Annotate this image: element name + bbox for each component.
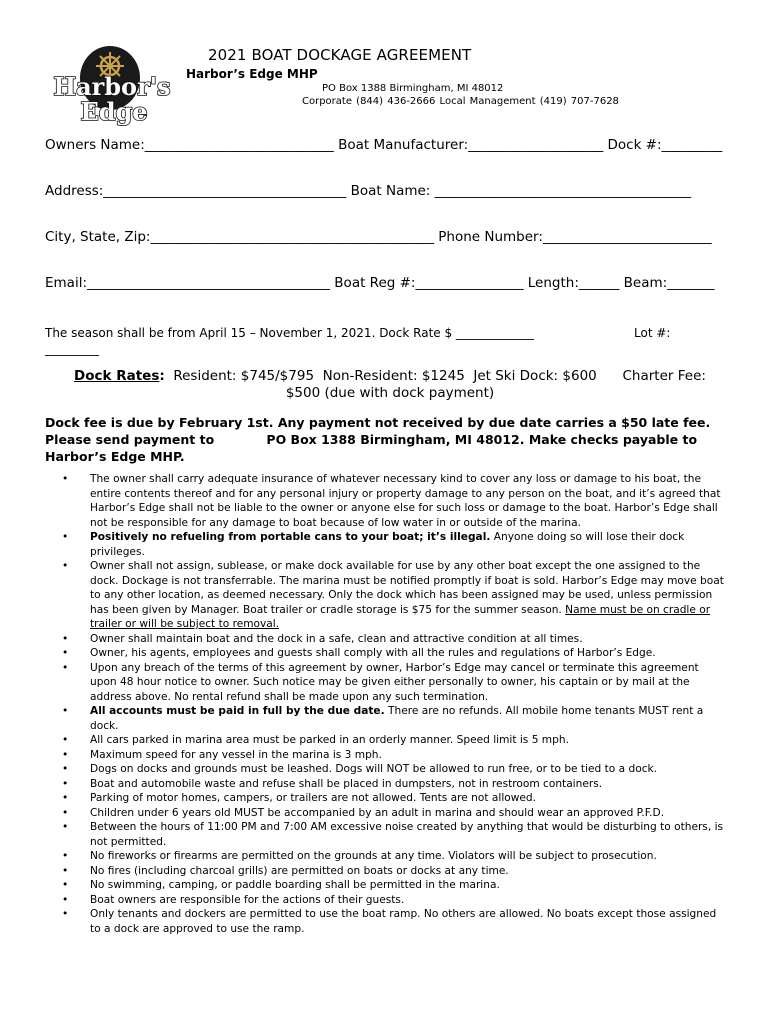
bullet-icon: • <box>62 864 69 877</box>
rule-item <box>62 907 724 936</box>
rule-text: Boat owners are responsible for the actions of their guests. <box>90 893 405 906</box>
rule-text: Children under 6 years old MUST be accompanied by an adult in marina and should wear an approved P.F.D. <box>90 806 665 819</box>
rule-item <box>62 791 724 806</box>
season-dock-rate-lot <box>45 325 735 357</box>
rule-text: No fires (including charcoal grills) are permitted on boats or docks at any time. <box>90 864 509 877</box>
bullet-icon: • <box>62 792 69 804</box>
bullet-icon: • <box>62 763 69 775</box>
rule-item <box>62 777 724 792</box>
rule-item <box>62 820 724 849</box>
rule-text: All cars parked in marina area must be parked in an orderly manner. Speed limit is 5 mph. <box>90 734 569 746</box>
dock-rates-label: Dock Rates <box>74 368 160 384</box>
rule-text: Between the hours of 11:00 PM and 7:00 AM excessive noise created by anything that would be disturbing to others, is not permitted. <box>90 821 724 848</box>
rule-item <box>62 864 724 879</box>
rule-text: There are no refunds. All mobile home tenants MUST rent a dock. <box>90 705 704 732</box>
document-title: 2021 BOAT DOCKAGE AGREEMENT <box>208 46 472 64</box>
rule-text: Parking of motor homes, campers, or trailers are not allowed. Tents are not allowed. <box>90 792 537 804</box>
rule-item <box>62 806 724 821</box>
harbors-edge-logo <box>50 38 178 130</box>
bullet-icon: • <box>62 806 69 819</box>
bullet-icon: • <box>62 777 69 790</box>
bullet-icon: • <box>62 879 69 891</box>
rule-text: Anyone doing so will lose their dock privileges. <box>90 531 685 558</box>
address-boat-name-field[interactable]: Address:____________________________________ Boat Name: ______________________________________ <box>45 183 692 199</box>
company-phones: Corporate (844) 436-2666 Local Management (419) 707-7628 <box>302 96 619 107</box>
rule-item <box>62 733 724 748</box>
rule-item <box>62 704 724 733</box>
rule-bold-text: Positively no refueling from portable cans to your boat; it’s illegal. <box>90 531 491 543</box>
rule-bold-text: All accounts must be paid in full by the due date. <box>90 705 385 717</box>
bullet-icon: • <box>62 531 69 543</box>
rule-item <box>62 632 724 647</box>
rule-item <box>62 849 724 864</box>
rule-item <box>62 748 724 763</box>
rule-item <box>62 878 724 893</box>
logo-text-harbors: Harbor's <box>53 72 171 101</box>
season-text[interactable]: The season shall be from April 15 – November 1, 2021. Dock Rate $ _____________ <box>45 326 534 340</box>
bullet-icon: • <box>62 661 69 674</box>
dock-rates-colon: : <box>159 368 165 384</box>
dock-rates <box>60 368 720 402</box>
rule-text: No swimming, camping, or paddle boarding shall be permitted in the marina. <box>90 879 500 891</box>
bullet-icon: • <box>62 850 69 862</box>
rule-item <box>62 559 724 632</box>
rules-list <box>62 472 724 936</box>
bullet-icon: • <box>62 821 69 833</box>
city-state-zip-phone-field[interactable]: City, State, Zip:__________________________________________ Phone Number:_________________________ <box>45 229 712 245</box>
bullet-icon: • <box>62 560 69 572</box>
rule-text: Owner shall maintain boat and the dock in a safe, clean and attractive condition at all times. <box>90 632 583 645</box>
bullet-icon: • <box>62 748 69 761</box>
bullet-icon: • <box>62 734 69 746</box>
company-name: Harbor’s Edge MHP <box>186 67 318 81</box>
rule-text: The owner shall carry adequate insurance of whatever necessary kind to cover any loss or damage to his boat, the entire contents thereof and for any personal injury or property damage to any person on the boat, and it’s agreed that Harbor’s Edge shall not be liable to the owner or anyone else for such loss or damage to the boat. Harbor’s Edge shall not be responsible for any damage to boat because of low water in or outside of the marina. <box>90 473 721 529</box>
payment-due-notice: Dock fee is due by February 1st. Any payment not received by due date carries a $50 late fee. Please send payment to PO Box 1388 Birmingham, MI 48012. Make checks payable to Harbor’s Edge MHP. <box>45 415 715 464</box>
bullet-icon: • <box>62 705 69 717</box>
bullet-icon: • <box>62 473 69 485</box>
rule-text: Upon any breach of the terms of this agreement by owner, Harbor’s Edge may cancel or terminate this agreement upon 48 hour notice to owner. Such notice may be given either personally to owner, his captain or by mail at the address above. No rental refund shall be made upon any such termination. <box>90 661 699 703</box>
rule-item <box>62 530 724 559</box>
lot-line[interactable]: _________ <box>45 342 99 356</box>
dock-rates-text: Resident: $745/$795 Non-Resident: $1245 Jet Ski Dock: $600 Charter Fee: $500 (due with dock payment) <box>164 368 711 401</box>
bullet-icon: • <box>62 647 69 659</box>
rule-text: Owner shall not assign, sublease, or make dock available for use by any other boat except the one assigned to the dock. Dockage is not transferrable. The marina must be notified promptly if boat is sold. Harbor’s Edge may move boat to any other location, as deemed necessary. Only the dock which has been assigned may be used, unless permission has been given by Manager. Boat trailer or cradle storage is $75 for the summer season. <box>90 560 724 616</box>
rule-item <box>62 646 724 661</box>
rule-underlined-text: Name must be on cradle or trailer or will be subject to removal. <box>90 603 711 630</box>
bullet-icon: • <box>62 908 69 920</box>
rule-text: No fireworks or firearms are permitted on the grounds at any time. Violators will be subject to prosecution. <box>90 850 657 862</box>
bullet-icon: • <box>62 632 69 645</box>
rule-text: Boat and automobile waste and refuse shall be placed in dumpsters, not in restroom containers. <box>90 777 603 790</box>
rule-text: Only tenants and dockers are permitted to use the boat ramp. No others are allowed. No boats except those assigned to a dock are approved to use the ramp. <box>90 908 717 935</box>
rule-item <box>62 762 724 777</box>
rule-text: Owner, his agents, employees and guests shall comply with all the rules and regulations of Harbor’s Edge. <box>90 647 656 659</box>
lot-label[interactable]: Lot #: <box>634 326 671 340</box>
bullet-icon: • <box>62 893 69 906</box>
rule-item <box>62 893 724 908</box>
rule-item <box>62 472 724 530</box>
rule-text: Maximum speed for any vessel in the marina is 3 mph. <box>90 748 382 761</box>
rule-item <box>62 661 724 705</box>
logo-text-edge: Edge <box>80 97 148 126</box>
rule-text: Dogs on docks and grounds must be leashed. Dogs will NOT be allowed to run free, or to be tied to a dock. <box>90 763 658 775</box>
company-address: PO Box 1388 Birmingham, MI 48012 <box>322 83 504 94</box>
owner-manufacturer-dock-field[interactable]: Owners Name:____________________________ Boat Manufacturer:____________________ Dock #:_________ <box>45 137 723 153</box>
email-reg-length-beam-field[interactable]: Email:____________________________________ Boat Reg #:________________ Length:______ Beam:_______ <box>45 275 715 291</box>
